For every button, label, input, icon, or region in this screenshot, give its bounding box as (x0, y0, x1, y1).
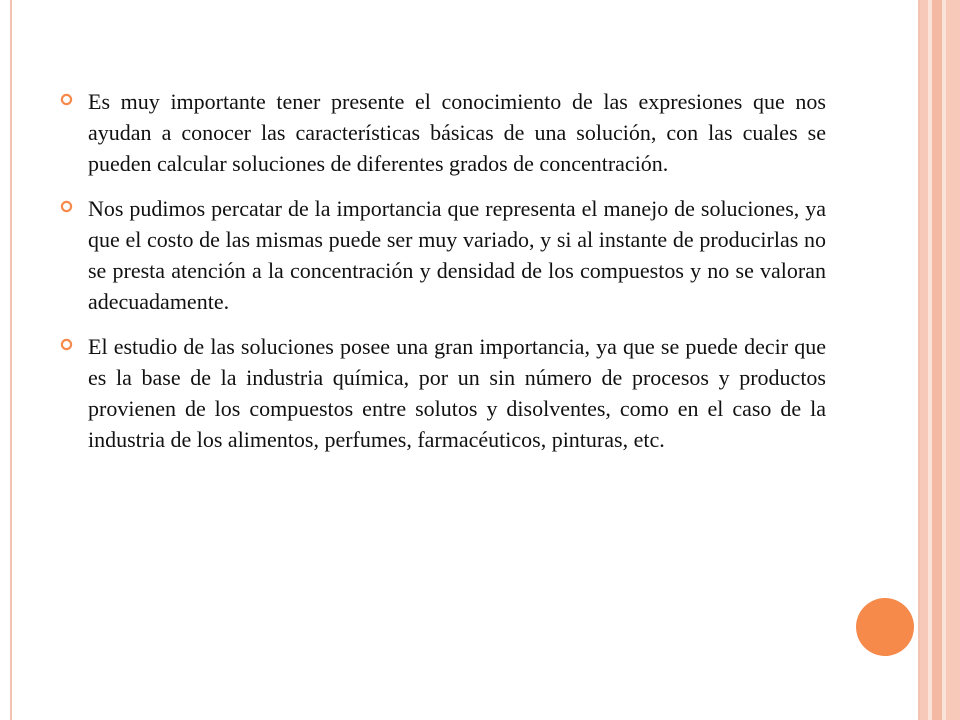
list-item (60, 86, 826, 179)
decorative-stripes (920, 0, 960, 720)
bullet-list (60, 86, 826, 469)
ring-bullet-icon (60, 338, 73, 351)
decorative-circle (856, 598, 914, 656)
bullet-text: Es muy importante tener presente el conocimiento de las expresiones que nos ayudan a conocer las características básicas de una solución, con las cuales se pueden calcular soluciones de diferentes grados de concentración. (88, 89, 826, 176)
bullet-text: El estudio de las soluciones posee una gran importancia, ya que se puede decir que es la base de la industria química, por un sin número de procesos y productos provienen de los compuestos entre solutos y disolventes, como en el caso de la industria de los alimentos, perfumes, farmacéuticos, pinturas, etc. (88, 334, 826, 452)
list-item (60, 331, 826, 455)
bullet-text: Nos pudimos percatar de la importancia que representa el manejo de soluciones, ya que el costo de las mismas puede ser muy variado, y si al instante de producirlas no se presta atención a la concentración y densidad de los compuestos y no se valoran adecuadamente. (88, 196, 826, 314)
stripe (932, 0, 942, 720)
stripe (946, 0, 960, 720)
ring-bullet-icon (60, 93, 73, 106)
list-item (60, 193, 826, 317)
ring-bullet-icon (60, 200, 73, 213)
stripe (920, 0, 928, 720)
